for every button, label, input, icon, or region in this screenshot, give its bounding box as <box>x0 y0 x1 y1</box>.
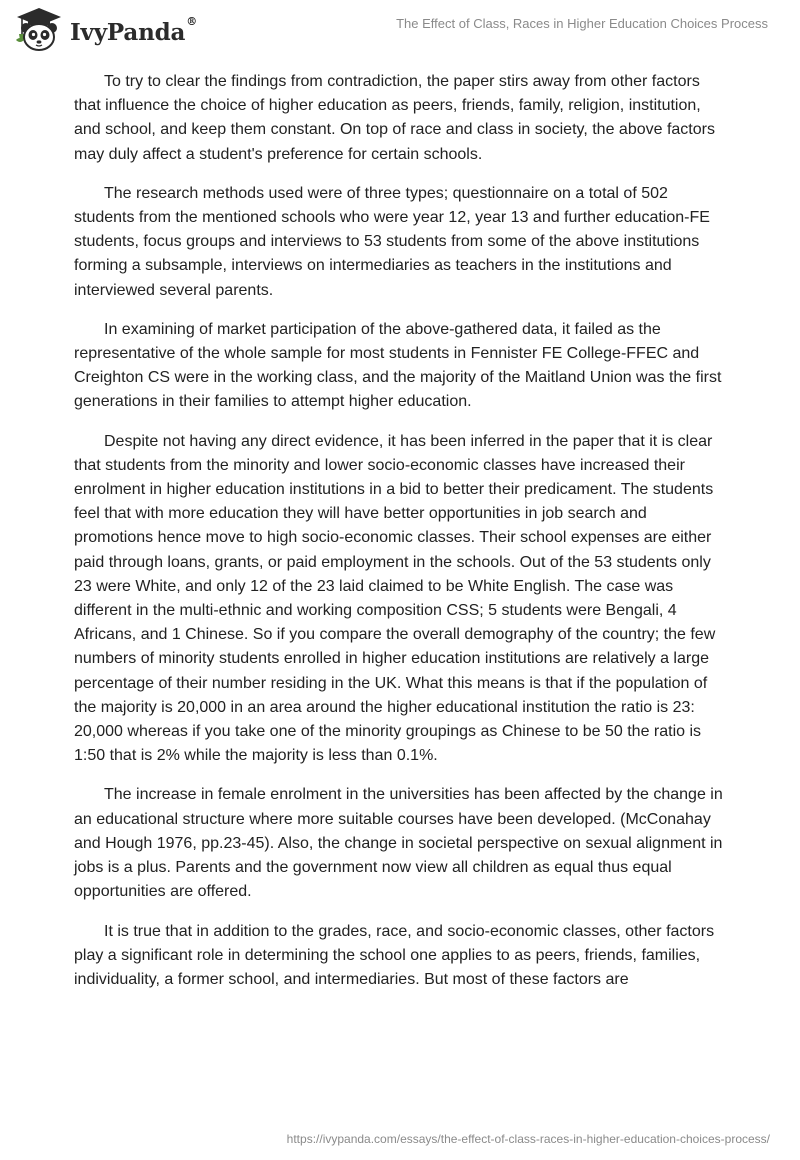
panda-logo-icon <box>14 6 64 52</box>
paragraph: In examining of market participation of the above-gathered data, it failed as the representative of the whole sample for most students in Fennister FE College-FFEC and Creighton CS were in the working class, and the majority of the Maitland Union was the first generations in their families to attempt higher education. <box>74 320 722 411</box>
logo[interactable] <box>14 6 197 52</box>
paragraph: The research methods used were of three types; questionnaire on a total of 502 students from the mentioned schools who were year 12, year 13 and further education-FE students, focus groups and interviews to 53 students from some of the above institutions forming a subsample, interviews on intermediaries as teachers in the institutions and interviewed several parents. <box>74 184 710 299</box>
brand-name: IvyPanda® <box>70 14 197 46</box>
page-header <box>0 0 800 64</box>
essay-body <box>74 70 730 1007</box>
paragraph: It is true that in addition to the grades, race, and socio-economic classes, other factors play a significant role in determining the school one applies to as peers, friends, families, individuality, a former school, and intermediaries. But most of these factors are <box>74 922 715 988</box>
paragraph: To try to clear the findings from contradiction, the paper stirs away from other factors that influence the choice of higher education as peers, friends, family, religion, institution, and school, and keep them constant. On top of race and class in society, the above factors may duly affect a student's preference for certain schools. <box>74 73 715 163</box>
paragraph: Despite not having any direct evidence, it has been inferred in the paper that it is clear that students from the minority and lower socio-economic classes have increased their enrolment in higher education institutions in a bid to better their predicament. The students feel that with more education they will have better opportunities in job search and promotions hence move to high socio-economic classes. Their school expenses are either paid through loans, grants, or paid employment in the schools. Out of the 53 students only 23 were White, and only 12 of the 23 laid claimed to be White English. The case was different in the multi-ethnic and working composition CSS; 5 students were Bengali, 4 Africans, and 1 Chinese. So if you compare the overall demography of the country; the few numbers of minority students enrolled in higher education institutions are relatively a large percentage of their number residing in the UK. What this means is that if the population of the majority is 20,000 in an area around the higher educational institution the ratio is 23: 20,000 whereas if you take one of the minority groupings as Chinese to be 50 the ratio is 1:50 that is 2% while the majority is less than 0.1%. <box>74 432 716 765</box>
document-title: The Effect of Class, Races in Higher Education Choices Process <box>396 16 768 31</box>
paragraph: The increase in female enrolment in the universities has been affected by the change in an educational structure where more suitable courses have been developed. (McConahay and Hough 1976, pp.23-45). Also, the change in societal perspective on sexual alignment in jobs is a plus. Parents and the government now view all children as equal thus equal opportunities are offered. <box>74 786 723 901</box>
source-url[interactable]: https://ivypanda.com/essays/the-effect-of-class-races-in-higher-education-choices-process/ <box>286 1132 770 1146</box>
